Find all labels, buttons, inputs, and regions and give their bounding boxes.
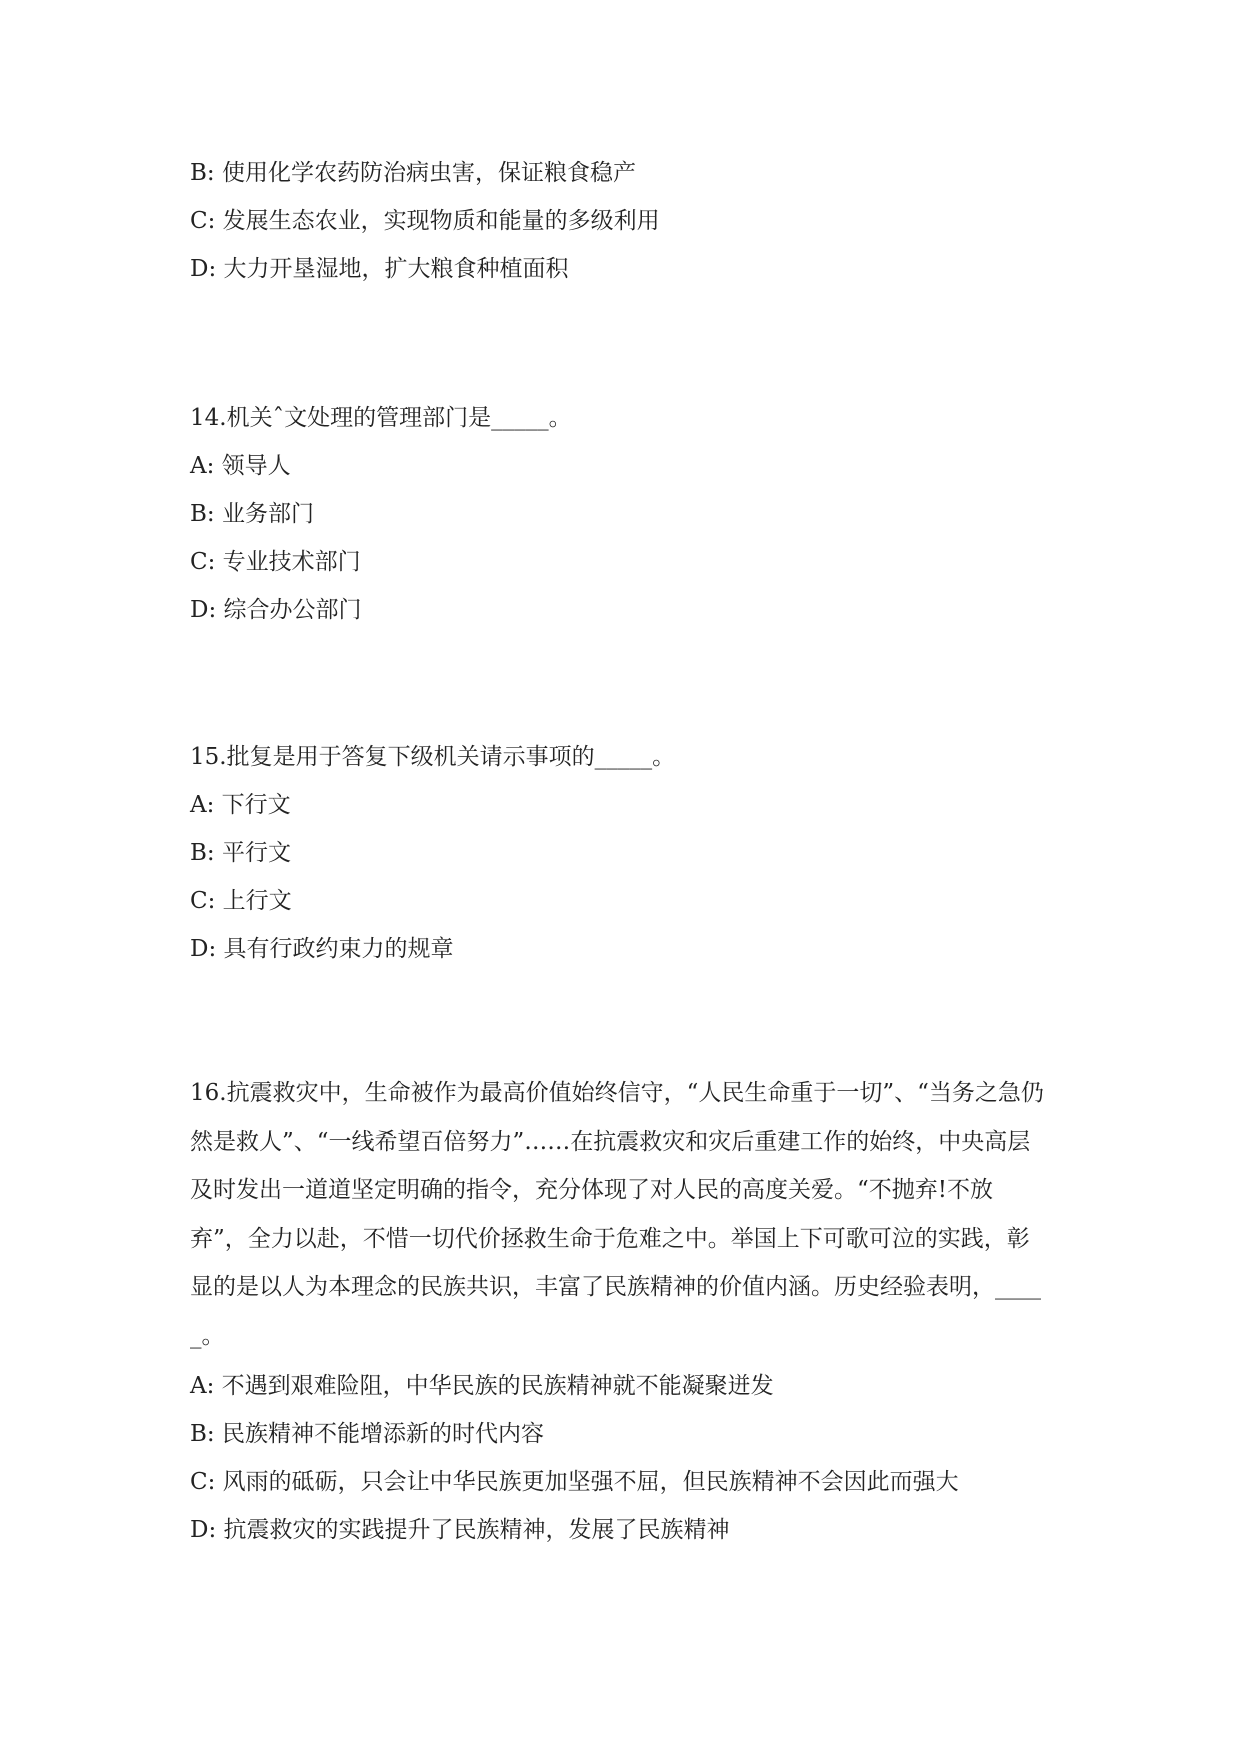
q13-option-b: B: 使用化学农药防治病虫害，保证粮食稳产 [190, 160, 636, 186]
q13-option-d: D: 大力开垦湿地，扩大粮食种植面积 [190, 256, 569, 282]
q16-option-a: A: 不遇到艰难险阻，中华民族的民族精神就不能凝聚迸发 [190, 1373, 774, 1399]
q16-stem: 16.抗震救灾中，生命被作为最高价值始终信守，“人民生命重于一切”、“当务之急仍然是救人”、“一线希望百倍努力”……在抗震救灾和灾后重建工作的始终，中央高层及时发出一道道坚定明确的指令，充分体现了对人民的高度关爱。“不抛弃!不放弃”，全力以赴，不惜一切代价拯救生命于危难之中。举国上下可歌可泣的实践，彰显的是以人为本理念的民族共识，丰富了民族精神的价值内涵。历史经验表明，_____。 [190, 1080, 1044, 1349]
q15-option-a: A: 下行文 [190, 792, 291, 818]
q16-option-b: B: 民族精神不能增添新的时代内容 [190, 1421, 544, 1447]
q13-option-c: C: 发展生态农业，实现物质和能量的多级利用 [190, 208, 660, 234]
q14-option-d: D: 综合办公部门 [190, 597, 362, 623]
q14-stem: 14.机关ˆ文处理的管理部门是_____。 [190, 405, 572, 431]
q16-option-c: C: 风雨的砥砺，只会让中华民族更加坚强不屈，但民族精神不会因此而强大 [190, 1469, 959, 1495]
q15-stem: 15.批复是用于答复下级机关请示事项的_____。 [190, 744, 676, 770]
q14-option-a: A: 领导人 [190, 453, 291, 479]
q16-option-d: D: 抗震救灾的实践提升了民族精神，发展了民族精神 [190, 1517, 730, 1543]
q14-option-b: B: 业务部门 [190, 501, 314, 527]
q15-option-d: D: 具有行政约束力的规章 [190, 936, 454, 962]
q15-option-c: C: 上行文 [190, 888, 292, 914]
q14-option-c: C: 专业技术部门 [190, 549, 361, 575]
q15-option-b: B: 平行文 [190, 840, 291, 866]
